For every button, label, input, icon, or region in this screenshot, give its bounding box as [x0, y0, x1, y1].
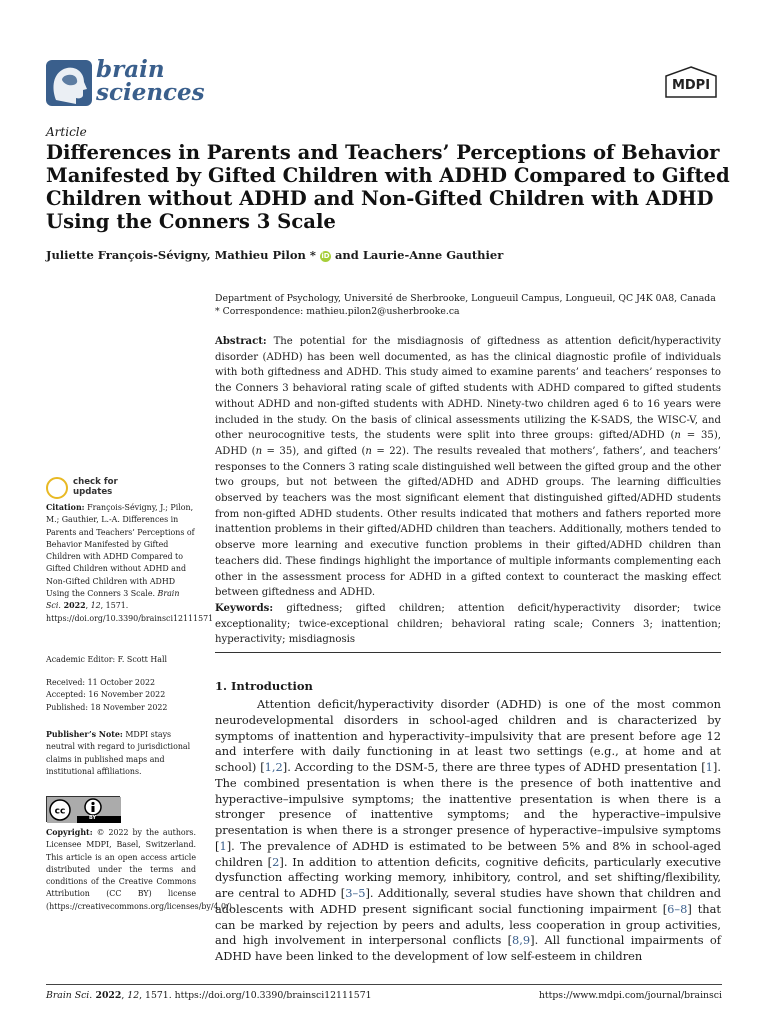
section-heading: 1. Introduction: [215, 679, 313, 693]
abstract-n-1: n: [674, 430, 681, 442]
keywords: [215, 601, 721, 648]
copyright-label: Copyright:: [46, 828, 93, 837]
body-text: ]. The prevalence of ADHD is estimated to be between 5% and 8% in school-aged children [: [215, 838, 721, 869]
footer-year: 2022: [92, 990, 122, 1001]
article-title: Differences in Parents and Teachers’ Perceptions of Behavior Manifested by Gifted Children with ADHD Compared to Gifted Children without ADHD and Non-Gifted Children with ADHD Using the Conners 3 Scale: [46, 141, 730, 233]
footer-sep: ,: [121, 990, 128, 1001]
abstract-text-4: = 22). The results revealed that mothers’, fathers’, and teachers’ responses to the Conners 3 rating scale distinguished well between the gifted group and the other two groups, but not between the gifted/ADHD and ADHD groups. The learning difficulties observed by teachers was the most significant element that distinguished gifted/ADHD students from non-gifted ADHD students. Other results indicated that mothers and fathers reported more inattention problems in their gifted/ADHD children than teachers. Additionally, mothers tended to observe more learning and executive function problems in their gifted/ADHD children than teachers did. These findings highlight the importance of multiple informants complementing each other in the assessment process for ADHD in a gifted context to counteract the masking effect between giftedness and ADHD.: [215, 445, 721, 599]
received-date: Received: 11 October 2022: [46, 678, 156, 687]
body-text: ]. According to the DSM-5, there are three types of ADHD presentation [: [282, 760, 706, 774]
check-updates-line1: check for: [73, 477, 118, 487]
reference-link[interactable]: 3–5: [345, 886, 366, 900]
copyright: [46, 827, 235, 913]
authors-first: Juliette François-Sévigny, Mathieu Pilon *: [46, 248, 316, 262]
abstract-text-3: = 35), and gifted (: [262, 445, 366, 457]
author-list: [46, 248, 503, 262]
footer-doi[interactable]: , 1571. https://doi.org/10.3390/brainsci12111571: [139, 990, 372, 1001]
publisher-logo: [664, 66, 718, 100]
section-divider: [215, 652, 721, 653]
abstract-n-3: n: [365, 445, 372, 457]
journal-name-line1: brain: [96, 56, 165, 83]
journal-name: [96, 58, 205, 104]
citation-journal: Brain Sci.: [46, 589, 180, 611]
abstract: [215, 334, 721, 601]
cc-by-license-badge[interactable]: [46, 796, 120, 822]
journal-logo: [46, 60, 92, 106]
check-updates-icon: [46, 477, 68, 499]
copyright-text: © 2022 by the authors. Licensee MDPI, Basel, Switzerland. This article is an open access article distributed under the terms and conditions of the Creative Commons Attribution (CC BY) license (https://creativecommons.org/licenses/by/4.0/).: [46, 828, 235, 911]
body-text: Attention deficit/hyperactivity disorder (ADHD) is one of the most common neurodevelopmental disorders in school-aged children and is characterized by symptoms of inattention and hyperactivity–impulsivity that are present before age 12 and interfere with daily functioning in at least two settings (e.g., at home and at school) [: [215, 697, 721, 774]
svg-text:cc: cc: [54, 806, 66, 817]
abstract-text-1: The potential for the misdiagnosis of giftedness as attention deficit/hyperactivity disorder (ADHD) has been well documented, as has the clinical diagnostic profile of individuals with both giftedness and ADHD. This study aimed to examine parents’ and teachers’ responses to the Conners 3 behavioral rating scale of gifted students with ADHD compared to gifted students without ADHD and non-gifted students with ADHD. Ninety-two children aged 6 to 16 years were included in the study. On the basis of clinical assessments utilizing the K-SADS, the WISC-V, and other neurocognitive tests, the students were split into three groups: gifted/ADHD (: [215, 336, 721, 442]
footer-divider: [46, 984, 722, 985]
check-updates-line2: updates: [73, 487, 113, 497]
citation-year: 2022: [60, 601, 86, 611]
abstract-label: Abstract:: [215, 336, 267, 347]
affiliation: Department of Psychology, Université de Sherbrooke, Longueuil Campus, Longueuil, QC J4K 0A8, Canada: [215, 293, 716, 304]
reference-link[interactable]: 1,2: [264, 760, 283, 774]
published-date: Published: 18 November 2022: [46, 702, 168, 712]
orcid-icon[interactable]: iD: [321, 252, 330, 260]
publication-dates: [46, 677, 196, 714]
brain-head-icon: [46, 60, 92, 106]
affiliation-block: [215, 292, 716, 318]
body-text: ]. In addition to attention deficits, cognitive deficits, particularly executive dysfunction affecting working memory, inhibitory, control, and set shifting/flexibility, are central to ADHD [: [215, 854, 721, 900]
body-text: ]. The combined presentation is when there is the presence of both inattentive and hyperactive–impulsive symptoms; the inattentive presentation is when there is a stronger presence of inattentive symptoms; and the hyperactive–impulsive presentation is when there is a stronger presence of hyperactive–impulsive symptoms [: [215, 760, 721, 853]
citation: [46, 502, 214, 625]
footer-volume: 12: [127, 990, 140, 1001]
keywords-text: giftedness; gifted children; attention deficit/hyperactivity disorder; twice exceptionality; twice-exceptional children; behavioral rating scale; Conners 3; inattention; hyperactivity; misdiagnosis: [215, 603, 721, 646]
reference-link[interactable]: 1: [705, 760, 713, 774]
footer-journal-url[interactable]: https://www.mdpi.com/journal/brainsci: [538, 990, 722, 1001]
reference-link[interactable]: 8,9: [512, 933, 531, 948]
body-text: ]. Additionally, several studies have shown that children and adolescents with ADHD present significant social functioning impairment [: [215, 886, 721, 916]
abstract-text-2: = 35), ADHD (: [215, 430, 721, 457]
authors-last: and Laurie-Anne Gauthier: [334, 248, 504, 262]
accepted-date: Accepted: 16 November 2022: [46, 690, 166, 700]
citation-volume: 12: [90, 601, 101, 611]
creative-commons-icon: [47, 797, 121, 823]
publishers-note: [46, 729, 196, 778]
reference-link[interactable]: 2: [272, 854, 280, 869]
reference-link[interactable]: 1: [219, 838, 227, 853]
body-text: ] that can be marked by rejection by peers and adults, less cooperation in group activities, and high involvement in interpersonal conflicts [: [215, 901, 721, 948]
academic-editor: Academic Editor: F. Scott Hall: [46, 655, 167, 664]
footer-journal: Brain Sci.: [46, 990, 93, 1001]
publishers-note-label: Publisher’s Note:: [46, 730, 123, 739]
cc-by-label: BY: [89, 815, 97, 821]
check-updates-label: [73, 477, 118, 497]
correspondence: * Correspondence: mathieu.pilon2@usherbrooke.ca: [215, 306, 460, 317]
publisher-name: MDPI: [671, 78, 711, 93]
citation-sep: ,: [85, 601, 91, 611]
journal-name-line2: sciences: [96, 79, 205, 106]
publishers-note-text: MDPI stays neutral with regard to jurisdictional claims in published maps and institutional affiliations.: [46, 730, 191, 776]
article-type: Article: [46, 125, 87, 139]
citation-text: François-Sévigny, J.; Pilon, M.; Gauthier, L.-A. Differences in Parents and Teachers’ Perceptions of Behavior Manifested by Gifted Children with ADHD Compared to Gifted Children without ADHD and Non-Gifted Children with ADHD Using the Conners 3 Scale.: [46, 503, 195, 599]
abstract-n-2: n: [255, 445, 263, 457]
citation-doi[interactable]: , 1571. https://doi.org/10.3390/brainsci12111571: [46, 601, 214, 623]
reference-link[interactable]: 6–8: [667, 901, 688, 916]
footer-citation: [46, 990, 372, 1001]
keywords-label: Keywords:: [215, 603, 274, 614]
body-text: ]. All functional impairments of ADHD have been linked to the development of low self-esteem in children: [215, 933, 722, 963]
introduction-paragraph: [215, 697, 722, 963]
citation-label: Citation:: [46, 503, 85, 512]
